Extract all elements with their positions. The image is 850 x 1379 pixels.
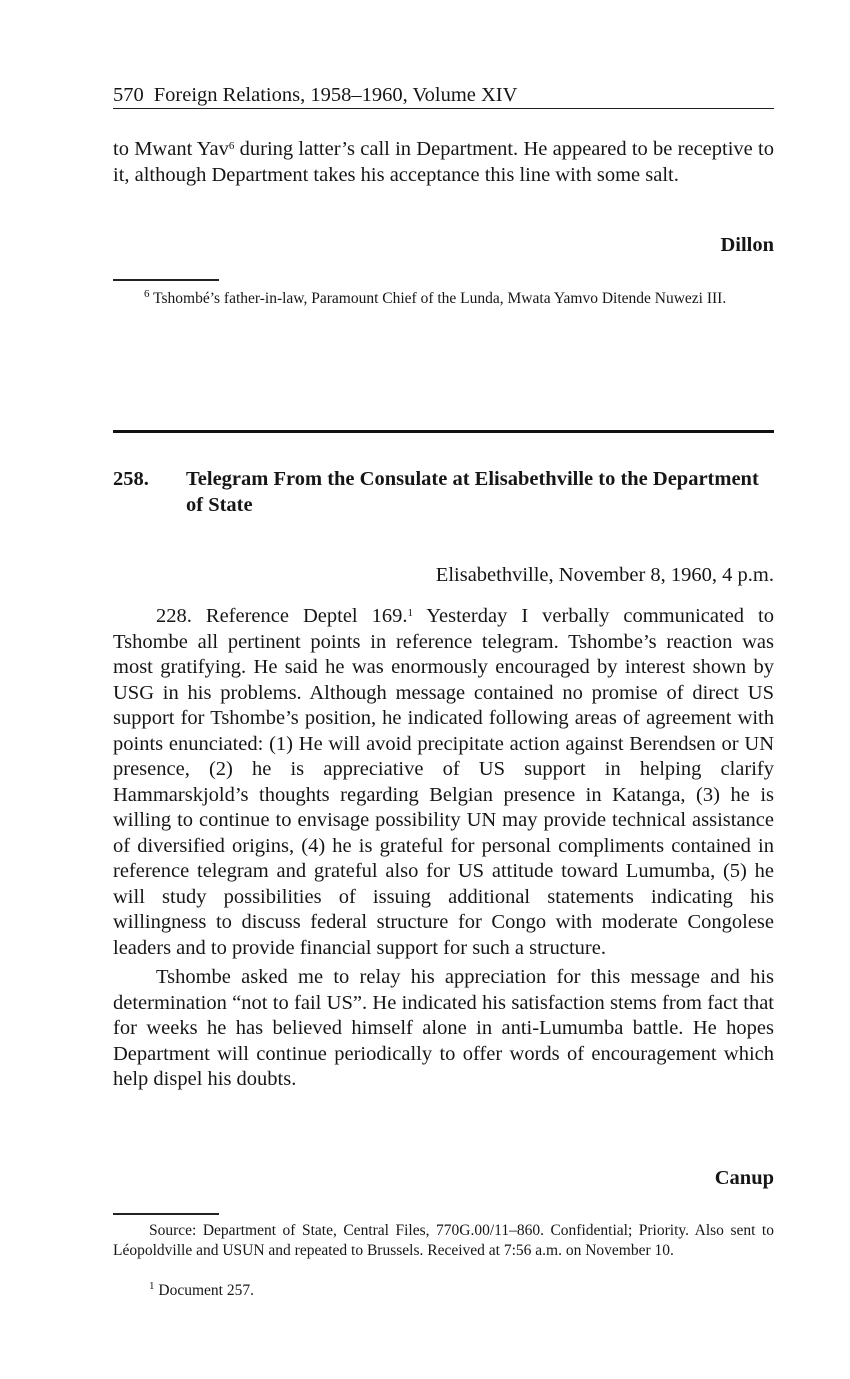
footnote-ref-1: 1 bbox=[407, 606, 414, 619]
running-title: Foreign Relations, 1958–1960, Volume XIV bbox=[153, 84, 518, 106]
telegram-body bbox=[113, 604, 774, 1093]
signature-canup: Canup bbox=[714, 1167, 774, 1189]
footnote-6 bbox=[113, 289, 774, 309]
footnote-rule bbox=[113, 279, 219, 281]
footnote-ref-6: 6 bbox=[228, 139, 235, 152]
page-number: 570 bbox=[113, 84, 144, 106]
continued-text-end: during latter’s call in Department. He appeared to be receptive to it, although Department takes his acceptance this line with some salt. bbox=[113, 138, 774, 186]
source-note-rule bbox=[113, 1213, 219, 1215]
section-divider bbox=[113, 430, 774, 433]
continued-text-start: to Mwant Yav bbox=[113, 138, 229, 160]
document-heading bbox=[113, 466, 774, 518]
footnote-6-text: Tshombé’s father-in-law, Paramount Chief of the Lunda, Mwata Yamvo Ditende Nuwezi III. bbox=[149, 290, 727, 307]
running-header bbox=[113, 82, 774, 108]
document-title: Telegram From the Consulate at Elisabethville to the Department of State bbox=[186, 468, 759, 516]
para1-text: Yesterday I verbally communicated to Tshombe all pertinent points in reference telegram. Tshombe’s reaction was most gratifying. He said he was enormously encouraged by interest shown by USG in his problems. Although message contained no promise of direct US support for Tshombe’s position, he indicated following areas of agreement with points enunciated: (1) He will avoid precipitate action against Berendsen or UN presence, (2) he is appreciative of US support in helping clarify Hammarskjold’s thoughts regarding Belgian presence in Katanga, (3) he is willing to continue to envisage possibility UN may provide technical assistance of diversified origins, (4) he is grateful for personal compliments contained in reference telegram and grateful also for US attitude toward Lumumba, (5) he will study possibilities of issuing additional statements indicating his willingness to discuss federal structure for Congo with moderate Congolese leaders and to provide financial support for such a structure. bbox=[113, 605, 774, 959]
footnote-1-marker: 1 bbox=[149, 1279, 155, 1292]
telegram-paragraph-1 bbox=[113, 604, 774, 961]
signature-dillon: Dillon bbox=[720, 234, 774, 256]
dateline: Elisabethville, November 8, 1960, 4 p.m. bbox=[435, 564, 774, 586]
footnote-6-marker: 6 bbox=[144, 287, 150, 300]
header-rule bbox=[113, 108, 774, 109]
source-note: Source: Department of State, Central Files, 770G.00/11–860. Confidential; Priority. Also sent to Léopoldville and USUN and repeated to Brussels. Received at 7:56 a.m. on November 10. bbox=[113, 1222, 774, 1259]
telegram-paragraph-2: Tshombe asked me to relay his appreciation for this message and his determination “not to fail US”. He indicated his satisfaction stems from fact that for weeks he has believed himself alone in anti-Lumumba battle. He hopes Department will continue periodically to offer words of encouragement which help dispel his doubts. bbox=[113, 966, 774, 1090]
document-number: 258. bbox=[113, 468, 149, 490]
para1-start: 228. Reference Deptel 169. bbox=[156, 605, 408, 627]
footnote-1 bbox=[113, 1281, 774, 1301]
continued-paragraph bbox=[113, 137, 774, 188]
footnote-1-text: Document 257. bbox=[154, 1282, 254, 1299]
